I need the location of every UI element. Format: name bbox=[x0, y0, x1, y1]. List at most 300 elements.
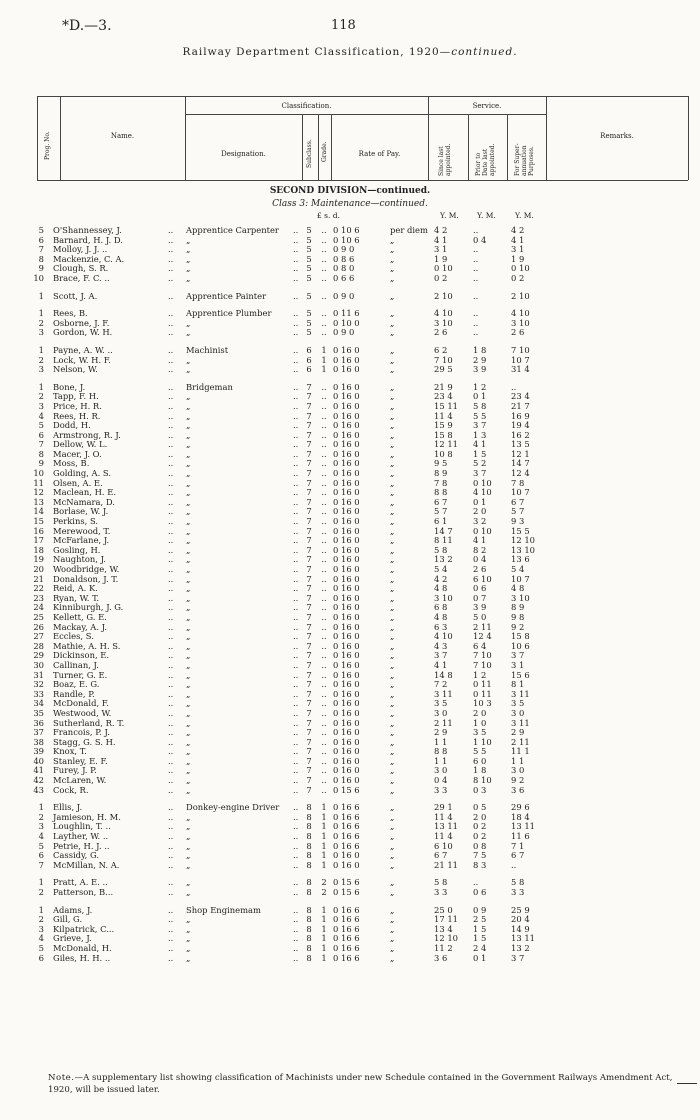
designation: „ bbox=[186, 821, 191, 832]
pay-unit: „ bbox=[390, 746, 395, 757]
superannuation-service: 31 4 bbox=[511, 364, 530, 375]
employee-name: Merewood, T. bbox=[53, 525, 111, 536]
grade: .. bbox=[321, 573, 327, 584]
prior-to-date: 8 10 bbox=[473, 775, 492, 786]
grade: .. bbox=[321, 669, 327, 680]
leader-dots: .. bbox=[168, 516, 174, 527]
prog-number: 7 bbox=[38, 859, 44, 870]
grade: .. bbox=[321, 327, 327, 338]
leader-dots: .. bbox=[293, 659, 299, 670]
leader-dots: .. bbox=[168, 765, 174, 776]
pay-unit: „ bbox=[390, 263, 395, 274]
grade: .. bbox=[321, 592, 327, 603]
pay-unit: „ bbox=[390, 477, 395, 488]
subclass: 7 bbox=[306, 717, 312, 728]
pay-unit: „ bbox=[390, 831, 395, 842]
leader-dots: .. bbox=[293, 344, 299, 355]
leader-dots: .. bbox=[293, 477, 299, 488]
prior-to-date: 3 9 bbox=[473, 364, 487, 375]
subclass: 7 bbox=[306, 679, 312, 690]
employee-name: Gill, G. bbox=[53, 914, 83, 925]
header-left-border bbox=[37, 96, 38, 180]
grade: .. bbox=[321, 263, 327, 274]
pay-unit: „ bbox=[390, 506, 395, 517]
designation: „ bbox=[186, 253, 191, 264]
prog-number: 11 bbox=[33, 477, 44, 488]
grade: 1 bbox=[321, 942, 327, 953]
designation: „ bbox=[186, 448, 191, 459]
pay-unit: „ bbox=[390, 516, 395, 527]
since-last-appointed: 2 6 bbox=[434, 327, 448, 338]
leader-dots: .. bbox=[293, 811, 299, 822]
designation: „ bbox=[186, 640, 191, 651]
superannuation-service: 3 3 bbox=[511, 887, 525, 897]
leader-dots: .. bbox=[293, 317, 299, 328]
leader-dots: .. bbox=[293, 448, 299, 459]
rate-of-pay: 0 6 6 bbox=[333, 272, 355, 283]
prior-to-date: 10 3 bbox=[473, 698, 492, 709]
leader-dots: .. bbox=[293, 429, 299, 440]
classification-rule bbox=[185, 114, 428, 115]
employee-name: Stagg, G. S. H. bbox=[53, 736, 116, 747]
pay-unit: „ bbox=[390, 253, 395, 264]
grade: .. bbox=[321, 308, 327, 319]
col-divider bbox=[507, 114, 508, 180]
prior-to-date: 4 10 bbox=[473, 487, 492, 498]
employee-name: Petrie, H. J. .. bbox=[53, 840, 110, 851]
subclass: 8 bbox=[306, 933, 312, 944]
since-last-appointed: 3 3 bbox=[434, 887, 448, 897]
rate-of-pay: 0 16 0 bbox=[333, 679, 360, 690]
employee-name: Kilpatrick, C... bbox=[53, 923, 115, 934]
superannuation-service: .. bbox=[511, 381, 517, 392]
pay-unit: „ bbox=[390, 811, 395, 822]
pay-unit: „ bbox=[390, 308, 395, 319]
subclass: 7 bbox=[306, 400, 312, 411]
rate-of-pay: 0 16 6 bbox=[333, 904, 360, 915]
rate-of-pay: 0 16 0 bbox=[333, 487, 360, 498]
row-group bbox=[0, 383, 700, 796]
since-last-appointed: 4 10 bbox=[434, 631, 453, 642]
pay-unit: „ bbox=[390, 468, 395, 479]
employee-name: Dodd, H. bbox=[53, 420, 91, 431]
grade: .. bbox=[321, 506, 327, 517]
designation: „ bbox=[186, 942, 191, 953]
remarks-header: Remarks. bbox=[600, 132, 634, 140]
subclass: 7 bbox=[306, 468, 312, 479]
prior-to-date: 0 10 bbox=[473, 525, 492, 536]
leader-dots: .. bbox=[293, 525, 299, 536]
subclass: 7 bbox=[306, 736, 312, 747]
prog-number: 3 bbox=[38, 327, 44, 338]
superannuation-service: 9 2 bbox=[511, 775, 525, 786]
subclass: 6 bbox=[306, 354, 312, 365]
since-last-appointed: 4 1 bbox=[434, 659, 448, 670]
grade: 1 bbox=[321, 859, 327, 870]
prior-to-date: 0 6 bbox=[473, 583, 487, 594]
pay-unit: „ bbox=[390, 439, 395, 450]
prog-number: 33 bbox=[33, 688, 44, 699]
superannuation-service: 3 5 bbox=[511, 698, 525, 709]
leader-dots: .. bbox=[293, 420, 299, 431]
leader-dots: .. bbox=[168, 327, 174, 338]
leader-dots: .. bbox=[293, 611, 299, 622]
designation: „ bbox=[186, 923, 191, 934]
prior-to-date: .. bbox=[473, 290, 479, 301]
designation: „ bbox=[186, 564, 191, 574]
employee-name: Kellett, G. E. bbox=[53, 611, 107, 622]
prog-number: 42 bbox=[33, 775, 44, 786]
grade: 1 bbox=[321, 354, 327, 365]
subclass: 8 bbox=[306, 831, 312, 842]
employee-name: Olsen, A. E. bbox=[53, 477, 103, 488]
prog-number: 8 bbox=[38, 448, 44, 459]
subclass: 7 bbox=[306, 784, 312, 795]
employee-name: Moss, B. bbox=[53, 458, 90, 469]
leader-dots: .. bbox=[293, 263, 299, 274]
leader-dots: .. bbox=[168, 784, 174, 795]
leader-dots: .. bbox=[293, 244, 299, 255]
rate-of-pay: 0 16 0 bbox=[333, 344, 360, 355]
pay-unit: „ bbox=[390, 410, 395, 421]
employee-name: Eccles, S. bbox=[53, 631, 94, 642]
leader-dots: .. bbox=[168, 564, 174, 574]
table-row bbox=[0, 365, 700, 375]
superannuation-service: 15 6 bbox=[511, 669, 530, 680]
rate-of-pay-header: Rate of Pay. bbox=[358, 150, 401, 158]
superannuation-service: 10 7 bbox=[511, 354, 530, 365]
pay-unit: „ bbox=[390, 631, 395, 642]
subclass: 5 bbox=[306, 225, 312, 235]
leader-dots: .. bbox=[168, 448, 174, 459]
leader-dots: .. bbox=[168, 698, 174, 709]
since-last-appointed: 5 8 bbox=[434, 877, 448, 888]
prior-to-date: 2 0 bbox=[473, 811, 487, 822]
employee-name: McLaren, W. bbox=[53, 775, 107, 786]
prog-number: 2 bbox=[38, 914, 44, 925]
designation: „ bbox=[186, 263, 191, 274]
grade: .. bbox=[321, 244, 327, 255]
table-row bbox=[0, 954, 700, 964]
grade: .. bbox=[321, 290, 327, 301]
pay-unit: „ bbox=[390, 952, 395, 963]
employee-name: Giles, H. H. .. bbox=[53, 952, 111, 963]
ym-label-super: Y. M. bbox=[515, 211, 534, 220]
prior-to-date: 5 8 bbox=[473, 400, 487, 411]
prog-number: 21 bbox=[33, 573, 44, 584]
subclass: 5 bbox=[306, 234, 312, 245]
subclass: 7 bbox=[306, 621, 312, 632]
rate-of-pay: 0 16 0 bbox=[333, 535, 360, 546]
subclass: 7 bbox=[306, 688, 312, 699]
leader-dots: .. bbox=[293, 904, 299, 915]
prior-to-date: 8 2 bbox=[473, 544, 487, 555]
leader-dots: .. bbox=[293, 516, 299, 527]
grade: .. bbox=[321, 736, 327, 747]
prog-number: 31 bbox=[33, 669, 44, 680]
pay-unit: „ bbox=[390, 429, 395, 440]
subclass: 5 bbox=[306, 244, 312, 255]
designation: Shop Enginemam bbox=[186, 904, 261, 915]
prog-number: 4 bbox=[38, 933, 44, 944]
pay-unit: „ bbox=[390, 458, 395, 469]
prog-number: 34 bbox=[33, 698, 44, 709]
superannuation-service: 3 0 bbox=[511, 765, 525, 776]
prog-number: 39 bbox=[33, 746, 44, 757]
prog-number: 28 bbox=[33, 640, 44, 651]
superannuation-service: 9 8 bbox=[511, 611, 525, 622]
since-last-appointed: 5 8 bbox=[434, 544, 448, 555]
since-last-appointed: 1 9 bbox=[434, 253, 448, 264]
pay-unit: „ bbox=[390, 840, 395, 851]
employee-name: McFarlane, J. bbox=[53, 535, 110, 546]
leader-dots: .. bbox=[293, 679, 299, 690]
leader-dots: .. bbox=[293, 775, 299, 786]
rate-of-pay: 0 16 0 bbox=[333, 688, 360, 699]
leader-dots: .. bbox=[168, 290, 174, 301]
employee-name: Macer, J. O. bbox=[53, 448, 102, 459]
leader-dots: .. bbox=[168, 877, 174, 888]
prior-to-date: 3 7 bbox=[473, 468, 487, 479]
grade: .. bbox=[321, 400, 327, 411]
grade: .. bbox=[321, 448, 327, 459]
prior-to-date: .. bbox=[473, 877, 479, 888]
subclass: 7 bbox=[306, 535, 312, 546]
subclass: 7 bbox=[306, 746, 312, 757]
subclass: 7 bbox=[306, 573, 312, 584]
prior-to-date: 0 10 bbox=[473, 477, 492, 488]
page-number: 118 bbox=[331, 18, 356, 33]
designation: „ bbox=[186, 420, 191, 431]
superannuation-service: 4 1 bbox=[511, 234, 525, 245]
since-last-appointed: 11 4 bbox=[434, 410, 453, 421]
pay-unit: „ bbox=[390, 602, 395, 613]
pay-unit: „ bbox=[390, 923, 395, 934]
prog-number: 2 bbox=[38, 391, 44, 402]
superannuation-service: 7 1 bbox=[511, 840, 525, 851]
superannuation-service: 20 4 bbox=[511, 914, 530, 925]
rate-of-pay: 0 16 6 bbox=[333, 933, 360, 944]
prior-to-date: .. bbox=[473, 272, 479, 283]
employee-name: Francois, P. J. bbox=[53, 727, 110, 738]
grade: 1 bbox=[321, 821, 327, 832]
rate-of-pay: 0 16 6 bbox=[333, 802, 360, 813]
designation: Bridgeman bbox=[186, 381, 233, 392]
prior-to-date: 12 4 bbox=[473, 631, 492, 642]
prog-number: 22 bbox=[33, 583, 44, 594]
designation: „ bbox=[186, 775, 191, 786]
prior-to-date: 1 5 bbox=[473, 923, 487, 934]
subclass: 7 bbox=[306, 420, 312, 431]
grade: .. bbox=[321, 272, 327, 283]
pay-unit: „ bbox=[390, 765, 395, 776]
subclass: 7 bbox=[306, 429, 312, 440]
rate-of-pay: 0 16 0 bbox=[333, 429, 360, 440]
since-last-appointed: 12 11 bbox=[434, 439, 458, 450]
row-group bbox=[0, 226, 700, 284]
employee-name: Layther, W. .. bbox=[53, 831, 109, 842]
pay-unit: „ bbox=[390, 679, 395, 690]
employee-name: Nelson, W. bbox=[53, 364, 98, 375]
designation: „ bbox=[186, 755, 191, 766]
prior-to-date: 0 11 bbox=[473, 679, 492, 690]
pay-unit: „ bbox=[390, 736, 395, 747]
leader-dots: .. bbox=[168, 717, 174, 728]
superannuation-service: 14 9 bbox=[511, 923, 530, 934]
leader-dots: .. bbox=[293, 290, 299, 301]
prior-to-date: 1 10 bbox=[473, 736, 492, 747]
table-row bbox=[0, 786, 700, 796]
prog-number: 40 bbox=[33, 755, 44, 766]
rate-of-pay: 0 16 0 bbox=[333, 458, 360, 469]
prior-to-date: 7 10 bbox=[473, 650, 492, 661]
superannuation-service: 16 9 bbox=[511, 410, 530, 421]
header-bottom-rule bbox=[37, 180, 688, 181]
since-last-appointed: 21 11 bbox=[434, 859, 458, 870]
superannuation-service: 2 11 bbox=[511, 736, 530, 747]
designation: „ bbox=[186, 391, 191, 402]
superannuation-service: 29 6 bbox=[511, 802, 530, 813]
prog-number: 14 bbox=[33, 506, 44, 517]
pay-unit: „ bbox=[390, 942, 395, 953]
designation: Apprentice Painter bbox=[186, 290, 267, 301]
page-title bbox=[0, 46, 700, 58]
grade: .. bbox=[321, 640, 327, 651]
employee-name: Rees, B. bbox=[53, 308, 88, 319]
pay-unit: „ bbox=[390, 914, 395, 925]
table-row bbox=[0, 888, 700, 898]
prog-number: 1 bbox=[38, 877, 44, 888]
grade: .. bbox=[321, 516, 327, 527]
leader-dots: .. bbox=[168, 650, 174, 661]
leader-dots: .. bbox=[168, 736, 174, 747]
leader-dots: .. bbox=[168, 468, 174, 479]
designation: „ bbox=[186, 234, 191, 245]
employee-name: Molloy, J. J. .. bbox=[53, 244, 108, 255]
pay-unit: „ bbox=[390, 784, 395, 795]
employee-name: Tapp, F. H. bbox=[53, 391, 99, 402]
since-last-appointed: 7 8 bbox=[434, 477, 448, 488]
superannuation-service: 14 7 bbox=[511, 458, 530, 469]
rate-of-pay: 0 16 0 bbox=[333, 477, 360, 488]
designation: „ bbox=[186, 554, 191, 565]
leader-dots: .. bbox=[168, 679, 174, 690]
leader-dots: .. bbox=[168, 544, 174, 555]
superannuation-service: 6 7 bbox=[511, 496, 525, 507]
designation: „ bbox=[186, 477, 191, 488]
grade: .. bbox=[321, 698, 327, 709]
employee-name: Woodbridge, W. bbox=[53, 564, 120, 574]
row-group bbox=[0, 346, 700, 375]
leader-dots: .. bbox=[293, 821, 299, 832]
grade: .. bbox=[321, 564, 327, 574]
rate-of-pay: 0 16 0 bbox=[333, 391, 360, 402]
employee-name: Stanley, E. F. bbox=[53, 755, 108, 766]
superannuation-service: 5 8 bbox=[511, 877, 525, 888]
prog-number: 2 bbox=[38, 354, 44, 365]
pay-unit: „ bbox=[390, 621, 395, 632]
subclass: 7 bbox=[306, 381, 312, 392]
leader-dots: .. bbox=[293, 225, 299, 235]
leader-dots: .. bbox=[168, 253, 174, 264]
pay-unit: „ bbox=[390, 564, 395, 574]
employee-name: Sutherland, R. T. bbox=[53, 717, 125, 728]
designation: „ bbox=[186, 659, 191, 670]
leader-dots: .. bbox=[168, 707, 174, 718]
since-last-appointed: 4 1 bbox=[434, 234, 448, 245]
grade: .. bbox=[321, 679, 327, 690]
grade: 1 bbox=[321, 904, 327, 915]
rate-of-pay: 0 16 0 bbox=[333, 420, 360, 431]
subclass: 8 bbox=[306, 811, 312, 822]
leader-dots: .. bbox=[168, 802, 174, 813]
pay-unit: „ bbox=[390, 717, 395, 728]
pay-unit: „ bbox=[390, 933, 395, 944]
superannuation-service: 8 9 bbox=[511, 602, 525, 613]
subclass: 8 bbox=[306, 952, 312, 963]
since-last-appointed: 3 11 bbox=[434, 688, 453, 699]
superannuation-service: 7 10 bbox=[511, 344, 530, 355]
division-title: SECOND DIVISION—continued. bbox=[269, 186, 431, 196]
leader-dots: .. bbox=[293, 354, 299, 365]
superannuation-service: 10 7 bbox=[511, 487, 530, 498]
leader-dots: .. bbox=[168, 496, 174, 507]
prior-to-date: 6 0 bbox=[473, 755, 487, 766]
prog-number: 1 bbox=[38, 290, 44, 301]
since-last-appointed: 11 4 bbox=[434, 811, 453, 822]
designation: „ bbox=[186, 727, 191, 738]
since-last-appointed: 2 11 bbox=[434, 717, 453, 728]
superannuation-service: 3 1 bbox=[511, 659, 525, 670]
leader-dots: .. bbox=[293, 468, 299, 479]
prog-number: 3 bbox=[38, 923, 44, 934]
prog-number: 38 bbox=[33, 736, 44, 747]
prog-number: 3 bbox=[38, 364, 44, 375]
subclass: 7 bbox=[306, 602, 312, 613]
designation: „ bbox=[186, 244, 191, 255]
table-body bbox=[0, 226, 700, 971]
col-divider bbox=[468, 114, 469, 180]
table-row bbox=[0, 861, 700, 871]
prior-to-date: .. bbox=[473, 225, 479, 235]
designation: „ bbox=[186, 952, 191, 963]
pay-unit: „ bbox=[390, 659, 395, 670]
employee-name: McDonald, H. bbox=[53, 942, 112, 953]
grade: 1 bbox=[321, 840, 327, 851]
superannuation-service: 13 6 bbox=[511, 554, 530, 565]
prog-number: 1 bbox=[38, 308, 44, 319]
superannuation-service: 0 10 bbox=[511, 263, 530, 274]
subclass: 7 bbox=[306, 611, 312, 622]
leader-dots: .. bbox=[168, 583, 174, 594]
subclass: 8 bbox=[306, 923, 312, 934]
prog-number: 6 bbox=[38, 429, 44, 440]
grade: .. bbox=[321, 317, 327, 328]
superannuation-service: 8 1 bbox=[511, 679, 525, 690]
pay-unit: „ bbox=[390, 904, 395, 915]
superannuation-service: 0 2 bbox=[511, 272, 525, 283]
prior-to-date: 0 4 bbox=[473, 554, 487, 565]
since-last-appointed: 13 11 bbox=[434, 821, 458, 832]
designation: „ bbox=[186, 611, 191, 622]
leader-dots: .. bbox=[293, 650, 299, 661]
since-last-appointed: 7 10 bbox=[434, 354, 453, 365]
prog-number: 20 bbox=[33, 564, 44, 574]
prior-to-date: .. bbox=[473, 308, 479, 319]
leader-dots: .. bbox=[168, 933, 174, 944]
subclass: 7 bbox=[306, 564, 312, 574]
designation: „ bbox=[186, 439, 191, 450]
